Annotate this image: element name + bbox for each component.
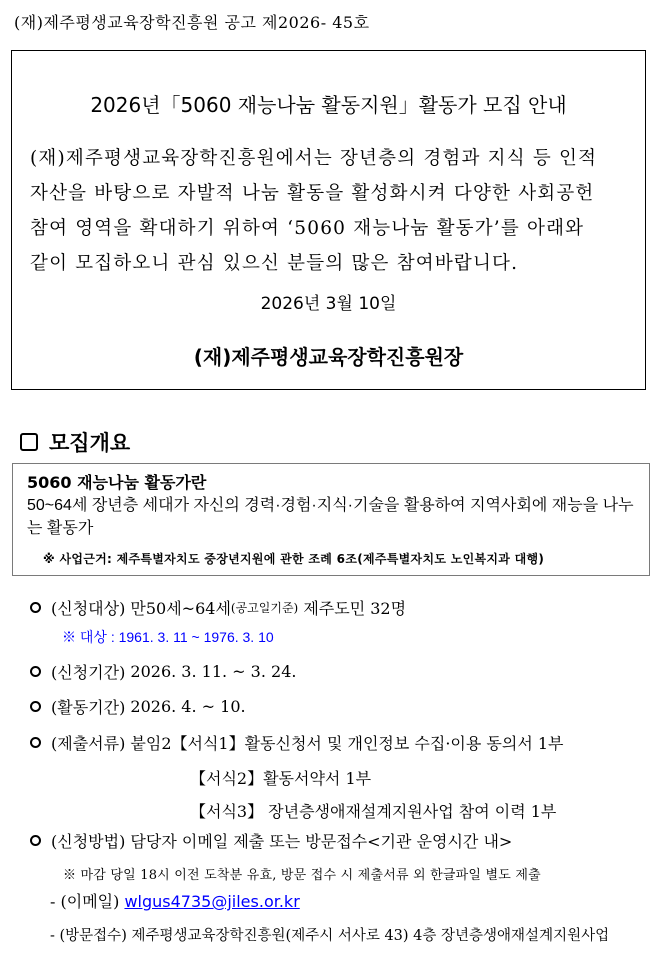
circle-bullet-icon [30,737,41,748]
circle-bullet-icon [30,602,41,613]
circle-bullet-icon [30,701,41,712]
item-target [30,596,406,619]
item-activity [30,695,246,718]
item-note: (공고일기준) [230,601,299,615]
section-heading [20,427,130,457]
notice-date: 2026년 3월 10일 [260,294,397,314]
item-value: 2026. 4. ~ 10. [130,697,246,716]
notice-body [30,141,631,281]
item-documents [30,731,564,754]
visit-value: 제주평생교육장학진흥원(제주시 서사로 43) 4층 장년층생애재설계지원사업 [131,928,610,944]
notice-body-line: (재)제주평생교육장학진흥원에서는 장년층의 경험과 지식 등 인적 [30,148,598,169]
notice-title: 2026년「5060 재능나눔 활동지원」활동가 모집 안내 [90,93,567,117]
item-label: (신청대상) [51,599,126,618]
target-sub-note: ※ 대상 : 1961. 3. 11 ~ 1976. 3. 10 [62,629,274,645]
definition-title: 5060 재능나눔 활동가란 [27,473,207,492]
item-value: 만50세~64세 [130,599,231,618]
visit-label: - (방문접수) [50,928,127,944]
document-form-1: 【서식1】활동신청서 및 개인정보 수집·이용 동의서 1부 [171,734,564,753]
method-note: ※ 마감 당일 18시 이전 도착분 유효, 방문 접수 시 제출서류 외 한글파일 별도 제출 [63,868,541,883]
item-label: (제출서류) [51,734,126,753]
circle-bullet-icon [30,835,41,846]
announcement-number: (재)제주평생교육장학진흥원 공고 제2026- 45호 [14,13,370,32]
email-row [50,889,300,912]
item-method [30,829,512,852]
item-value: 제주도민 32명 [303,599,407,618]
item-label: (신청방법) [51,832,126,851]
document-form-2: 【서식2】활동서약서 1부 [190,769,372,788]
definition-box [12,463,650,576]
email-label: - (이메일) [50,892,120,911]
email-link[interactable]: wlgus4735@jiles.or.kr [124,892,300,911]
definition-basis: ※ 사업근거: 제주특별자치도 중장년지원에 관한 조례 6조(제주특별자치도 노인복지과 대행) [43,552,545,566]
document-form-3: 【서식3】 장년층생애재설계지원사업 참여 이력 1부 [190,802,557,821]
notice-body-line: 같이 모집하오니 관심 있으신 분들의 많은 참여바랍니다. [30,253,519,274]
item-value: 2026. 3. 11. ~ 3. 24. [130,662,297,681]
circle-bullet-icon [30,666,41,677]
item-label: (신청기간) [51,663,126,682]
notice-body-line: 참여 영역을 확대하기 위하여 ‘5060 재능나눔 활동가’를 아래와 [30,218,585,239]
section-heading-label: 모집개요 [49,431,131,455]
visit-row [50,924,609,945]
checkbox-icon [20,433,38,451]
item-period [30,660,296,683]
notice-organization: (재)제주평생교육장학진흥원장 [193,345,464,369]
definition-body: 50~64세 장년층 세대가 자신의 경력·경험·지식·기술을 활용하여 지역사회에 재능을 나누는 활동가 [27,497,634,537]
notice-box [11,50,646,390]
item-label: (활동기간) [51,698,126,717]
item-value: 담당자 이메일 제출 또는 방문접수<기관 운영시간 내> [130,832,513,851]
item-value: 붙임2 [130,734,172,753]
notice-body-line: 자산을 바탕으로 자발적 나눔 활동을 활성화시켜 다양한 사회공헌 [30,183,595,204]
